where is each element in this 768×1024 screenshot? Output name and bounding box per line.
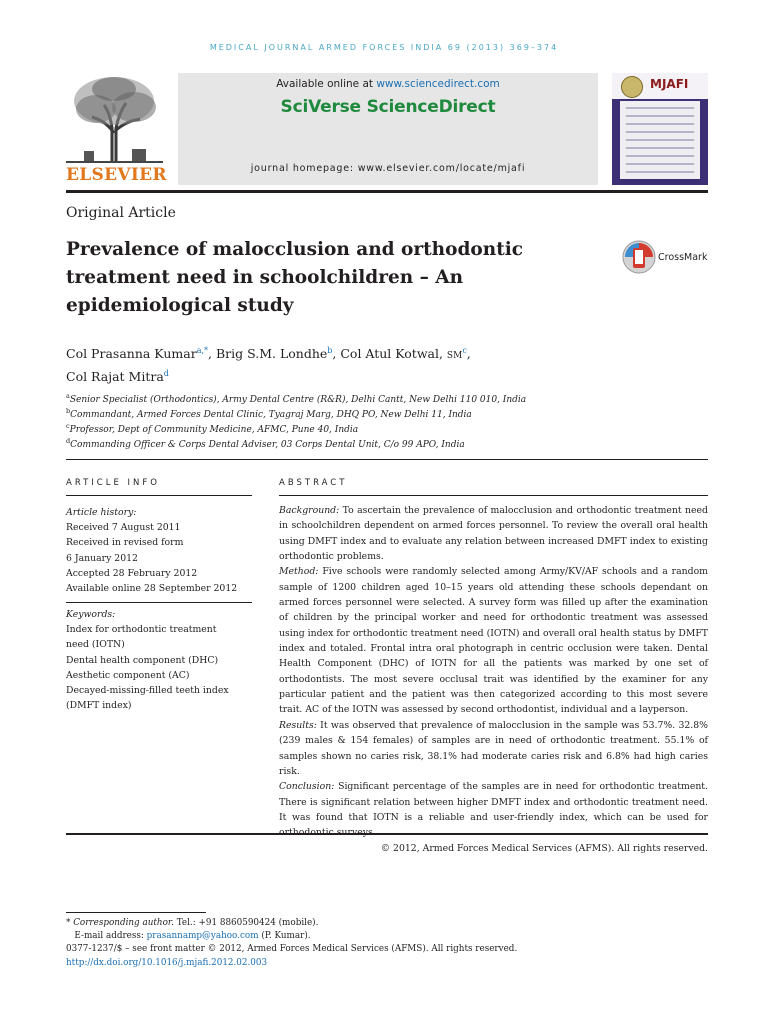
footnote-rule	[66, 912, 206, 913]
history-item: 6 January 2012	[66, 552, 138, 564]
author-list	[66, 342, 666, 386]
author-separator: ,	[466, 346, 471, 362]
abstract-conclusion	[279, 779, 708, 840]
abstract-heading: ABSTRACT	[279, 478, 348, 488]
article-history	[66, 505, 256, 596]
abstract-background	[279, 503, 708, 564]
abstract-section-label: Background:	[279, 505, 340, 516]
sciencedirect-link[interactable]: www.sciencedirect.com	[376, 78, 500, 90]
affiliation-text: Professor, Dept of Community Medicine, AFMC, Pune 40, India	[69, 425, 359, 435]
abstract-bottom-rule	[66, 833, 708, 835]
footnotes	[66, 917, 706, 970]
article-type: Original Article	[66, 205, 176, 221]
history-item: Received 7 August 2011	[66, 522, 181, 534]
journal-banner	[66, 73, 708, 185]
cover-title: MJAFI	[650, 77, 689, 91]
elsevier-wordmark: ELSEVIER	[66, 165, 167, 185]
article-title: Prevalence of malocclusion and orthodontic treatment need in schoolchildren – An epidemiological study	[66, 239, 524, 316]
affiliation-text: Commanding Officer & Corps Dental Adviser, 03 Corps Dental Unit, C/o 99 APO, India	[70, 440, 465, 450]
history-item: Available online 28 September 2012	[66, 583, 238, 595]
affiliation-text: Commandant, Armed Forces Dental Clinic, Tyagraj Marg, DHQ PO, New Delhi 11, India	[70, 410, 472, 420]
cover-emblem-icon	[621, 76, 643, 98]
affiliation-mark: b	[66, 407, 71, 415]
keyword-item: need (IOTN)	[66, 639, 125, 651]
cover-contents	[620, 101, 700, 179]
author-separator: ,	[208, 346, 216, 362]
keyword-item: Dental health component (DHC)	[66, 654, 219, 666]
sciencedirect-brand: SciVerse ScienceDirect	[280, 97, 496, 117]
abstract-section-text: Five schools were randomly selected among Army/KV/AF schools and a random sample of 1200 children aged 10–15 years old attending these schools dependant on armed forces personnel were selected. A survey form was filled up after the examination of children by the principal worker and need for orthodontic treatment was assessed using index for orthodontic treatment need (IOTN) and overall oral health status by DMFT index and totaled. Frontal intra oral photograph in centric occlusion were taken. Dental Health Component (DHC) of IOTN for all the patients was marked by one set of orthodontists. The most severe occlusal trait was identified by the examiner for any particular patient and the patient was then categorized according to this most severe trait. AC of the IOTN was assessed by second orthodontist, individual and a layperson.	[279, 566, 708, 716]
email-line	[66, 930, 706, 943]
abstract-results	[279, 718, 708, 779]
affiliation-mark: a	[66, 392, 70, 400]
keywords	[66, 607, 256, 713]
affiliations	[66, 389, 706, 449]
affiliation-item	[66, 419, 706, 434]
affiliation-item	[66, 434, 706, 449]
elsevier-tree-icon	[66, 73, 163, 165]
history-item: Received in revised form	[66, 537, 184, 549]
author-name: Col Prasanna Kumar	[66, 346, 197, 362]
corresponding-author	[66, 917, 706, 930]
abstract-method	[279, 564, 708, 717]
author-affiliation-mark[interactable]: c	[462, 346, 467, 355]
crossmark-label: CrossMark	[658, 252, 708, 263]
keyword-item: Decayed-missing-filled teeth index	[66, 685, 229, 697]
elsevier-logo	[66, 73, 167, 185]
affiliation-mark: c	[66, 422, 70, 430]
author-affiliation-mark[interactable]: d	[163, 369, 169, 379]
header-rule	[66, 190, 708, 193]
abstract-section-text: To ascertain the prevalence of malocclusion and orthodontic treatment need in schoolchildren dependent on armed forces personnel. To review the overall oral health using DMFT index and to evaluate any relation between increased DMFT index to existing orthodontic problems.	[279, 505, 708, 563]
email-label: E-mail address:	[74, 931, 147, 942]
abstract-section-label: Method:	[279, 566, 319, 578]
abstract-rule	[279, 495, 708, 496]
article-info-heading: ARTICLE INFO	[66, 478, 160, 488]
article-info-rule	[66, 495, 252, 496]
affiliation-text: Senior Specialist (Orthodontics), Army Dental Centre (R&R), Delhi Cantt, New Delhi 110 010, India	[69, 395, 527, 405]
author-name: Col Atul Kotwal,	[340, 346, 447, 362]
affiliation-item	[66, 389, 706, 404]
keyword-item: (DMFT index)	[66, 700, 132, 712]
journal-homepage: journal homepage: www.elsevier.com/locate/mjafi	[250, 163, 526, 174]
corresponding-label: * Corresponding author.	[66, 918, 174, 928]
available-online-prefix: Available online at	[276, 78, 377, 90]
keyword-item: Aesthetic component (AC)	[66, 669, 190, 681]
doi-link[interactable]: http://dx.doi.org/10.1016/j.mjafi.2012.02.003	[66, 957, 268, 968]
author-name: Col Rajat Mitra	[66, 369, 164, 385]
running-head: MEDICAL JOURNAL ARMED FORCES INDIA 69 (2013) 369–374	[209, 43, 559, 52]
abstract-section-label: Results:	[279, 719, 317, 731]
abstract-section-text: It was observed that prevalence of malocclusion in the sample was 53.7%. 32.8% (239 males & 154 females) of samples are in need of orthodontic treatment. 55.1% of samples shown no caries risk, 38.1% had moderate caries risk and 6.8% had high caries risk.	[279, 719, 708, 777]
affiliation-item	[66, 404, 706, 419]
section-rule	[66, 459, 708, 460]
author-affiliation-mark[interactable]: b	[327, 346, 333, 355]
sciencedirect-box	[178, 73, 598, 185]
journal-cover-thumbnail	[612, 73, 708, 185]
author-affiliation-mark[interactable]: a,*	[196, 346, 209, 355]
author-honor-suffix: SM	[446, 351, 463, 362]
email-link[interactable]: prasannamp@yahoo.com	[146, 931, 259, 942]
issn-line: 0377-1237/$ – see front matter © 2012, Armed Forces Medical Services (AFMS). All rights reserved.	[66, 944, 518, 955]
keyword-item: Index for orthodontic treatment	[66, 624, 217, 636]
author-separator: ,	[332, 346, 341, 362]
keywords-rule	[66, 602, 252, 603]
abstract-copyright: © 2012, Armed Forces Medical Services (AFMS). All rights reserved.	[380, 842, 708, 854]
keywords-label: Keywords:	[66, 609, 116, 620]
history-label: Article history:	[66, 507, 137, 518]
history-item: Accepted 28 February 2012	[66, 567, 198, 579]
email-suffix: (P. Kumar).	[258, 931, 311, 942]
abstract-section-label: Conclusion:	[279, 781, 335, 793]
corresponding-tel: Tel.: +91 8860590424 (mobile).	[173, 918, 319, 928]
abstract-body	[279, 503, 708, 856]
author-name: Brig S.M. Londhe	[215, 346, 328, 362]
affiliation-mark: d	[66, 437, 71, 445]
crossmark-badge[interactable]	[622, 240, 712, 278]
cover-header	[612, 73, 708, 99]
crossmark-icon	[622, 240, 656, 274]
abstract-section-text: Significant percentage of the samples are in need for orthodontic treatment. There is significant relation between higher DMFT index and orthodontic treatment need. It was found that IOTN is a reliable and user-friendly index, which can be used for	[279, 781, 708, 823]
available-online	[178, 78, 598, 90]
